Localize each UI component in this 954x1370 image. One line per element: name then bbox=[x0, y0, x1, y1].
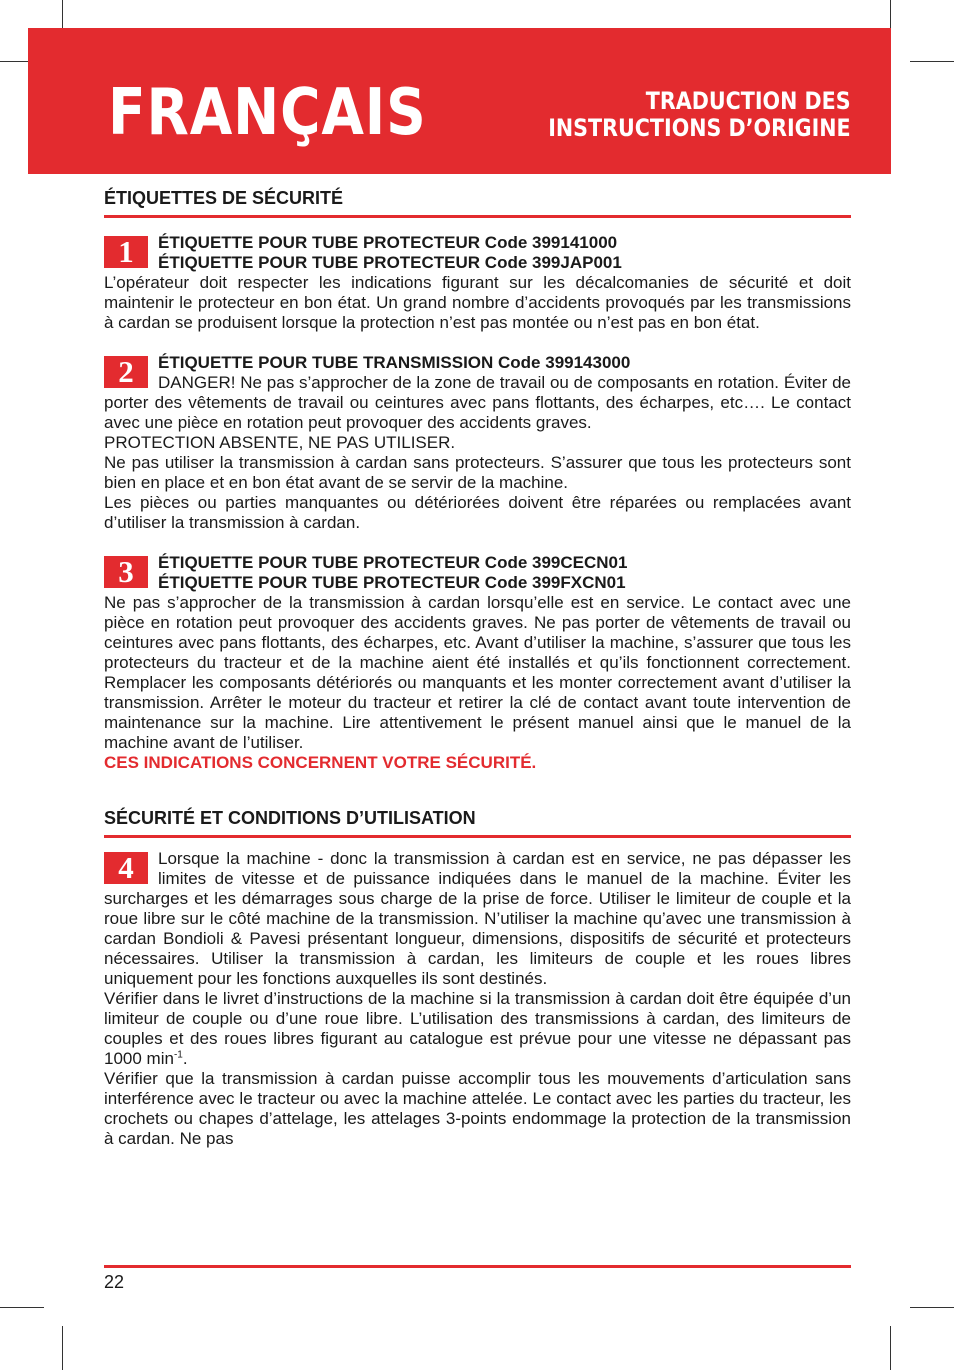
label-code: ÉTIQUETTE POUR TUBE PROTECTEUR Code 399CECN01 bbox=[158, 553, 628, 572]
paragraph: Les pièces ou parties manquantes ou détériorées doivent être réparées ou remplacées avant d’utiliser la transmission à cardan. bbox=[104, 493, 851, 532]
paragraph: L’opérateur doit respecter les indications figurant sur les décalcomanies de sécurité et doit maintenir le protecteur en bon état. Un grand nombre d’accidents provoqués par les transmissions à cardan se produisent lorsque la protection n’est pas montée ou n’est pas en bon état. bbox=[104, 273, 851, 332]
item-number-badge: 2 bbox=[104, 356, 148, 388]
label-code: ÉTIQUETTE POUR TUBE PROTECTEUR Code 399FXCN01 bbox=[158, 573, 626, 592]
safety-item-1 bbox=[104, 233, 851, 333]
subtitle-line-2: INSTRUCTIONS D’ORIGINE bbox=[548, 114, 851, 142]
item-body bbox=[104, 273, 851, 333]
paragraph: Lorsque la machine - donc la transmission à cardan est en service, ne pas dépasser les limites de vitesse et de puissance indiquées dans le manuel de la machine. Éviter les surcharges et les démarrages sous charge de la prise de force. Utiliser le limiteur de couple et la roue libre sur le côté machine de la transmission. N’utiliser la machine qu’avec une transmission à cardan Bondioli & Pavesi présentant longueur, dimensions, dispositifs de sécurité et protecteurs nécessaires. Utiliser la transmission à cardan, les limiteurs de couple et les roues libres uniquement pour les fonctions auxquelles ils sont destinés. bbox=[104, 849, 851, 988]
label-code: ÉTIQUETTE POUR TUBE TRANSMISSION Code 399143000 bbox=[158, 353, 631, 372]
language-title: FRANÇAIS bbox=[108, 76, 427, 150]
safety-item-4 bbox=[104, 849, 851, 1149]
subtitle-line-1: TRADUCTION DES bbox=[646, 87, 851, 115]
crop-mark bbox=[910, 1307, 954, 1308]
crop-mark bbox=[62, 1326, 63, 1370]
paragraph: Vérifier que la transmission à cardan puisse accomplir tous les mouvements d’articulation sans interférence avec le tracteur ou avec la machine attelée. Le contact avec les parties du tracteur, les crochets ou chapes d’attelage, les attelages 3-points endommage la protection de la transmission à cardan. Ne pas bbox=[104, 1069, 851, 1148]
section-title-safety-labels: ÉTIQUETTES DE SÉCURITÉ bbox=[104, 187, 851, 218]
safety-item-2 bbox=[104, 353, 851, 533]
paragraph: Ne pas utiliser la transmission à cardan sans protecteurs. S’assurer que tous les protecteurs sont bien en place et en bon état avant de se servir de la machine. bbox=[104, 453, 851, 492]
item-body bbox=[104, 849, 851, 1149]
paragraph: DANGER! Ne pas s’approcher de la zone de travail ou de composants en rotation. Éviter de porter des vêtements de travail ou ceintures avec pans flottants, des écharpes, etc…. Le contact avec une pièce en rotation peut provoquer des accidents graves. bbox=[104, 373, 851, 432]
item-number-badge: 1 bbox=[104, 236, 148, 268]
header-subtitle bbox=[549, 88, 851, 142]
crop-mark bbox=[0, 1307, 44, 1308]
paragraph: PROTECTION ABSENTE, NE PAS UTILISER. bbox=[104, 433, 456, 452]
safety-item-3 bbox=[104, 553, 851, 773]
paragraph bbox=[104, 989, 851, 1069]
exponent: -1 bbox=[173, 1049, 183, 1061]
item-body bbox=[104, 373, 851, 533]
paragraph-text: Vérifier dans le livret d’instructions de la machine si la transmission à cardan doit être équipée d’un limiteur de couple ou d’une roue libre. L’utilisation des transmissions à cardan, des limiteurs de couples et des roues libres figurant au catalogue est prévue pour une vitesse ne dépassant pas 1000 min bbox=[104, 989, 851, 1068]
crop-mark bbox=[910, 61, 954, 62]
punctuation: . bbox=[182, 1049, 188, 1068]
label-code: ÉTIQUETTE POUR TUBE PROTECTEUR Code 399JAP001 bbox=[158, 253, 622, 272]
item-number-badge: 4 bbox=[104, 852, 148, 884]
section-title-safety-conditions: SÉCURITÉ ET CONDITIONS D’UTILISATION bbox=[104, 807, 851, 838]
paragraph: Ne pas s’approcher de la transmission à cardan lorsqu’elle est en service. Le contact avec une pièce en rotation peut provoquer des accidents graves. Ne pas porter de vêtements de travail ou ceintures avec pans flottants, des écharpes, etc. Avant d’utiliser la machine, s’assurer que tous les protecteurs du tracteur et de la machine aient été installés et qu’ils fonctionnent correctement. Remplacer les composants détériorés ou manquants et les monter correctement avant d’utiliser la transmission. Arrêter le moteur du tracteur et retirer la clé de contact avant toute intervention de maintenance sur la machine. Lire attentivement le présent manuel ainsi que le manuel de la machine avant de l’utiliser. bbox=[104, 593, 851, 752]
crop-mark bbox=[890, 1326, 891, 1370]
label-code: ÉTIQUETTE POUR TUBE PROTECTEUR Code 399141000 bbox=[158, 233, 618, 252]
item-number-badge: 3 bbox=[104, 556, 148, 588]
page-header bbox=[28, 28, 891, 174]
footer-divider bbox=[104, 1265, 851, 1268]
safety-warning: CES INDICATIONS CONCERNENT VOTRE SÉCURITÉ. bbox=[104, 753, 537, 772]
page-number: 22 bbox=[104, 1272, 125, 1292]
page-content bbox=[104, 187, 851, 1149]
item-body bbox=[104, 593, 851, 773]
